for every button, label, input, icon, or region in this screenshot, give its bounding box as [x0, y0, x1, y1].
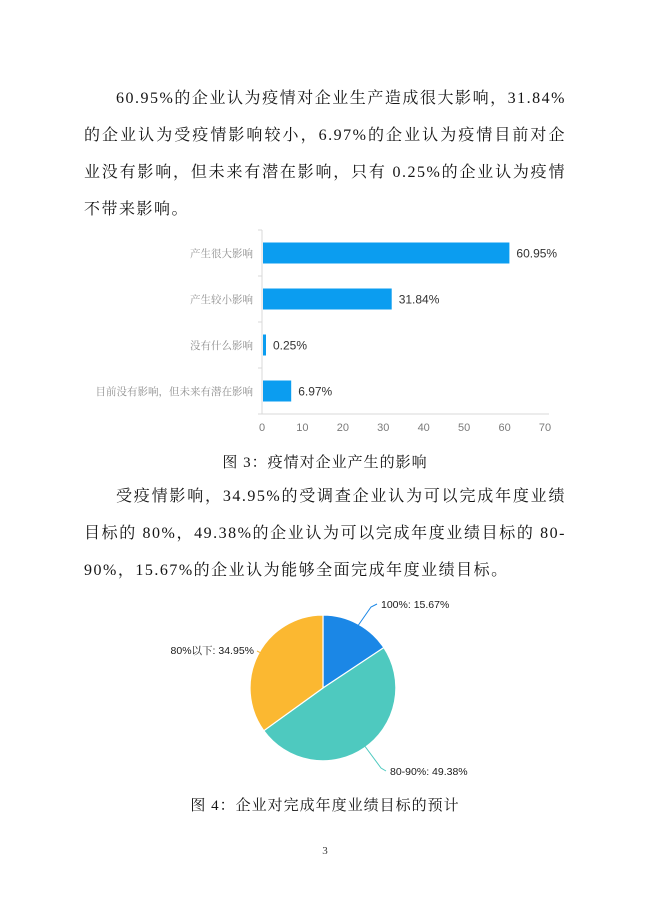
x-axis-tick-label: 50	[457, 422, 471, 434]
pie-slice-label: 80-90%: 49.38%	[390, 766, 468, 778]
pie-leader-line	[364, 745, 386, 771]
bar-category-label: 产生很大影响	[190, 248, 253, 260]
paragraph-epidemic-impact: 60.95%的企业认为疫情对企业生产造成很大影响，31.84%的企业认为受疫情影响较小，6.97%的企业认为疫情目前对企业没有影响，但未来有潜在影响，只有 0.25%的企业认为疫情不带来影响。	[84, 90, 566, 218]
x-axis-tick-label: 20	[336, 422, 350, 434]
bar-category-label: 产生较小影响	[190, 294, 253, 306]
pie-slice-label: 100%: 15.67%	[381, 599, 450, 611]
pie-chart-svg	[140, 592, 480, 792]
x-axis-tick-label: 10	[296, 422, 309, 434]
figure3-caption: 图 3：疫情对企业产生的影响	[222, 455, 428, 471]
x-axis-tick-label: 70	[538, 422, 552, 434]
x-axis-tick-label: 40	[417, 422, 430, 434]
x-axis-tick-label: 30	[377, 422, 390, 434]
pie-leader-line	[355, 604, 377, 630]
pie-slice-label: 80%以下: 34.95%	[170, 645, 254, 657]
bar-value-label: 31.84%	[398, 292, 440, 307]
bar-0	[263, 243, 509, 264]
pie-chart-figure	[140, 592, 480, 797]
bar-1	[263, 289, 392, 310]
x-axis-tick-label: 0	[258, 422, 266, 434]
figure4-caption: 图 4：企业对完成年度业绩目标的预计	[190, 798, 460, 814]
bar-3	[263, 381, 291, 402]
bar-value-label: 60.95%	[516, 246, 558, 261]
bar-value-label: 6.97%	[298, 384, 333, 399]
page-number: 3	[322, 845, 328, 857]
paragraph-annual-target: 受疫情影响，34.95%的受调查企业认为可以完成年度业绩目标的 80%，49.38%的企业认为可以完成年度业绩目标的 80-90%，15.67%的企业认为能够全面完成年度业绩目标。	[84, 488, 566, 579]
bar-value-label: 0.25%	[273, 338, 308, 353]
x-axis-tick-label: 60	[498, 422, 511, 434]
bar-category-label: 目前没有影响，但未来有潜在影响	[95, 386, 253, 398]
bar-chart-svg	[92, 228, 562, 440]
bar-2	[263, 335, 266, 356]
bar-category-label: 没有什么影响	[190, 340, 253, 352]
bar-chart-figure	[92, 228, 562, 445]
